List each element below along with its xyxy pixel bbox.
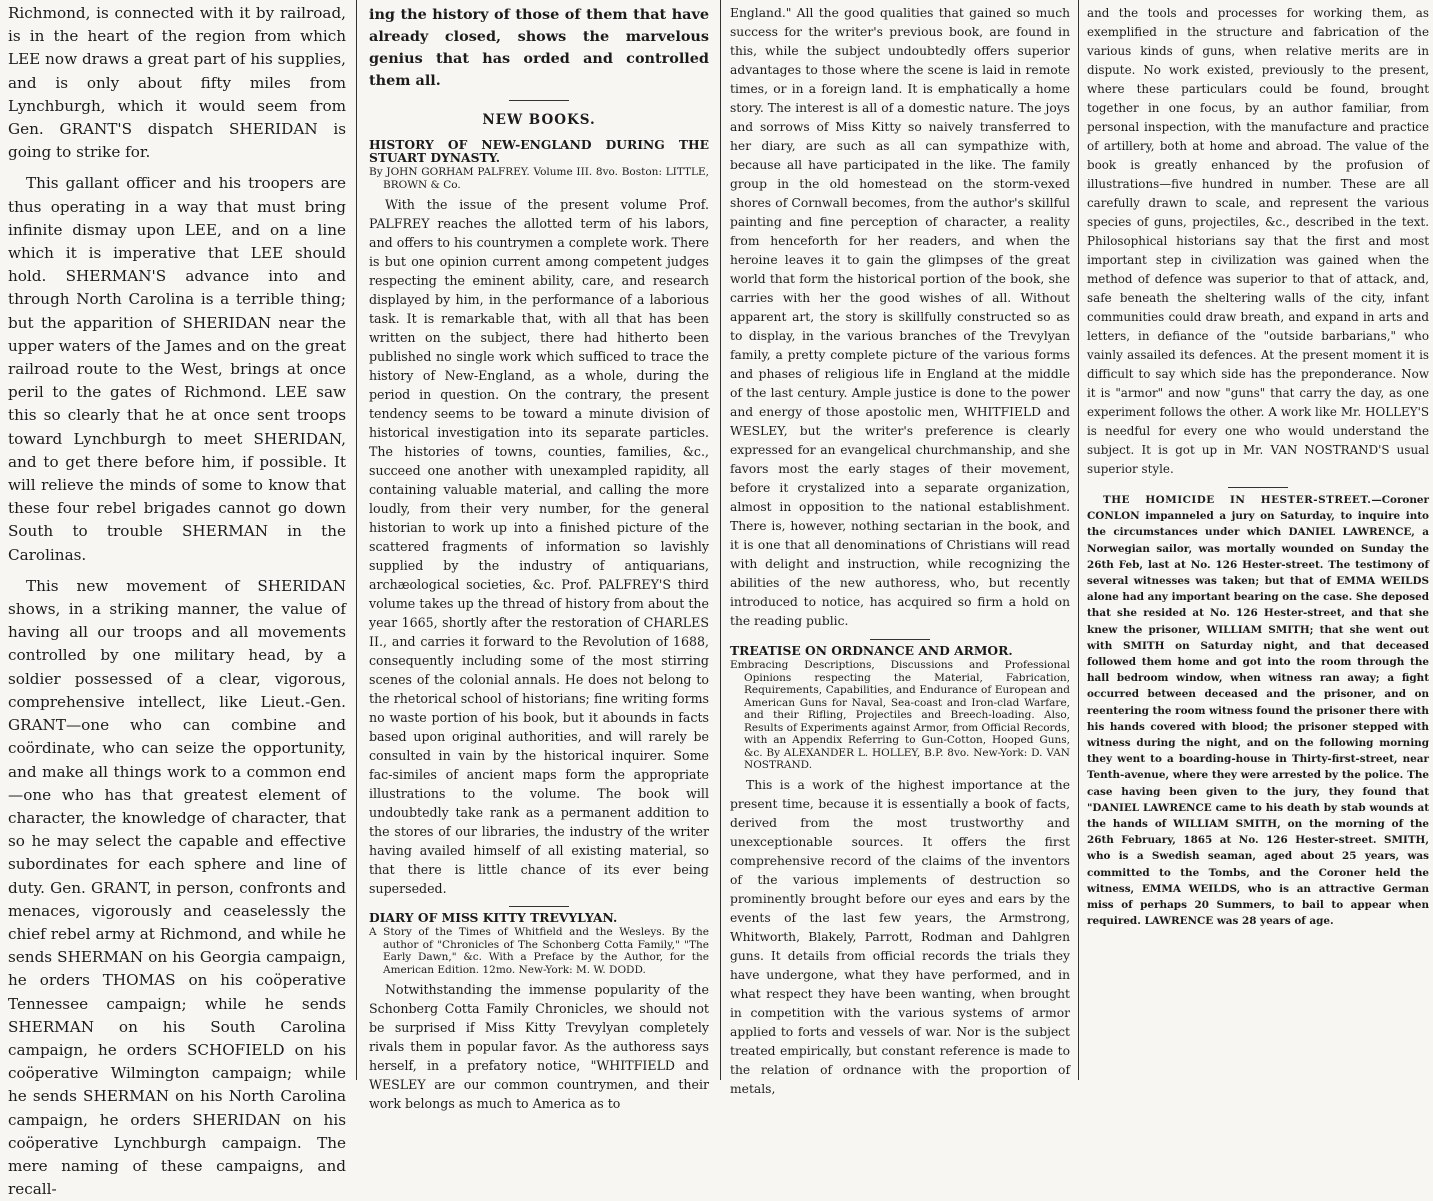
book-review-ordnance: This is a work of the highest importance at the present time, because it is essentially a book of facts, derived from the most trustworthy and unexceptionable sources. It offers the first comprehensive record of the claims of the inventors of the various implements of destruction so prominently brought before our eyes and ears by the events of the last few years, the Armstrong, Whitworth, Blakely, Parrott, Rodman and Dahlgren guns. It details from official records the trials they have undergone, what they have performed, and in what respect they have been wanting, when brought in competition with the various systems of armor applied to forts and vessels of war. Nor is the subject treated empirically, but constant reference is made to the relation of ordnance with the proportion of metals,: [730, 777, 1070, 1096]
review-divider: [870, 639, 930, 640]
review-divider: [509, 906, 569, 907]
book-meta-trevylyan: A Story of the Times of Whitfield and the Wesleys. By the author of "Chronicles of The Schonberg Cotta Family," "The Early Dawn," &c. With a Preface by the Author, for the American Edition. 12mo. New-York: M. W. DODD.: [369, 926, 709, 976]
column-rule: [356, 0, 357, 1080]
news-headline: THE HOMICIDE IN HESTER-STREET.: [1103, 494, 1372, 506]
column-rule: [720, 0, 721, 1080]
book-title-trevylyan: DIARY OF MISS KITTY TREVYLYAN.: [369, 910, 618, 925]
col1-paragraph-2: This gallant officer and his troopers are thus operating in a way that must bring infinite dismay upon LEE, and on a line which it is imperative that LEE should hold. SHERMAN'S advance into and through North Carolina is a terrible thing; but the apparition of SHERIDAN near the upper waters of the James and on the great railroad route to the West, brings at once peril to the gates of Richmond. LEE saw this so clearly that he at once sent troops toward Lynchburgh to meet SHERIDAN, and to get there before him, if possible. It will relieve the minds of some to know that these four rebel brigades cannot go down South to trouble SHERMAN in the Carolinas.: [8, 174, 346, 564]
news-body: —Coroner CONLON impanneled a jury on Saturday, to inquire into the circumstances under which DANIEL LAWRENCE, a Norwegian sailor, was mortally wounded on Sunday the 26th Feb, last at No. 126 Hester-street. The testimony of several witnesses was taken; but that of EMMA WEILDS alone had any important bearing on the case. She deposed that she resided at No. 126 Hester-street, and that she knew the prisoner, WILLIAM SMITH; that she went out with SMITH on Saturday night, and that deceased followed them home and got into the room through the hall bedroom window, when witness ran away; a fight occurred between deceased and the prisoner, and on reentering the room witness found the prisoner there with his hands covered with blood; the prisoner stepped with witness during the night, and on the following morning they went to a boarding-house in Thirty-first-street, near Tenth-avenue, where they were arrested by the police. The case having been given to the jury, they found that "DANIEL LAWRENCE came to his death by stab wounds at the hands of WILLIAM SMITH, on the morning of the 26th February, 1865 at No. 126 Hester-street. SMITH, who is a Swedish seaman, aged about 25 years, was committed to the Tombs, and the Coroner held the witness, EMMA WEILDS, who is an attractive German miss of perhaps 20 Summers, to bail to appear when required. LAWRENCE was 28 years of age.: [1087, 494, 1429, 928]
book-review-trevylyan: Notwithstanding the immense popularity of the Schonberg Cotta Family Chronicles, we should not be surprised if Miss Kitty Trevylyan completely rivals them in popular favor. As the authoress says herself, in a prefatory notice, "WHITFIELD and WESLEY are our common countrymen, and their work belongs as much to America as to: [369, 982, 709, 1111]
column-1: [0, 0, 352, 1199]
column-4: [1081, 0, 1433, 1080]
column-2: [361, 0, 717, 1111]
col3-paragraph-1: England." All the good qualities that gained so much success for the writer's previous book, are found in this, while the subject undoubtedly offers superior advantages to those where the scene is laid in remote times, or in a foreign land. It is emphatically a home story. The interest is all of a domestic nature. The joys and sorrows of Miss Kitty so naively transferred to her diary, are such as all can sympathize with, because all have participated in the like. The family group in the old homestead on the storm-vexed shores of Cornwall becomes, from the author's skillful painting and fine perception of character, a reality from henceforth for her readers, and when the heroine leaves it to gain the glimpses of the great world that form the historical portion of the book, she carries with her the good wishes of all. Without apparent art, the story is skillfully constructed so as to display, in the various branches of the Trevylyan family, a pretty complete picture of the various forms and phases of religious life in England at the middle of the last century. Ample justice is done to the power and energy of those apostolic men, WHITFIELD and WESLEY, but the writer's preference is clearly expressed for an evangelical churchmanship, and she favors most the early stages of their movement, before it crystalized into a separate organization, almost in opposition to the national establishment. There is, however, nothing sectarian in the book, and it is one that all denominations of Christians will read with delight and instruction, while recognizing the abilities of the new authoress, who, but recently introduced to notice, has acquired so firm a hold on the reading public.: [730, 6, 1070, 628]
book-meta-ordnance: Embracing Descriptions, Discussions and Professional Opinions respecting the Material, Fabrication, Requirements, Capabilities, and Endurance of European and American Guns for Naval, Sea-coast and Iron-clad Warfare, and their Rifling, Projectiles and Breech-loading. Also, Results of Experiments against Armor, from Official Records, with an Appendix Referring to Gun-Cotton, Hooped Guns, &c. By ALEXANDER L. HOLLEY, B.P. 8vo. New-York: D. VAN NOSTRAND.: [730, 659, 1070, 771]
book-review-palfrey: With the issue of the present volume Prof. PALFREY reaches the allotted term of his labors, and offers to his countrymen a complete work. There is but one opinion current among competent judges respecting the eminent ability, care, and research displayed by him, in the performance of a laborious task. It is remarkable that, with all that has been written on the subject, there had hitherto been published no single work which sufficed to trace the history of New-England, as a whole, during the period in question. On the contrary, the present tendency seems to be toward a minute division of historical investigation into its separate particles. The histories of towns, counties, families, &c., succeed one another with unexampled rapidity, all containing valuable material, and calling the more loudly, from their very number, for the general historian to work up into a finished picture of the scattered fragments of information so lavishly supplied by the industry of antiquarians, archæological societies, &c. Prof. PALFREY'S third volume takes up the thread of history from about the year 1665, shortly after the restoration of CHARLES II., and carries it forward to the Revolution of 1688, consequently including some of the most stirring scenes of the colonial annals. He does not belong to the rhetorical school of historians; fine writing forms no waste portion of his book, but it abounds in facts based upon original authorities, and will rarely be consulted in vain by the historical inquirer. Some fac-similes of ancient maps form the appropriate illustrations to the volume. The book will undoubtedly take rank as a permanent addition to the stores of our libraries, the industry of the writer having availed himself of all existing material, so that there is little chance of its ever being superseded.: [369, 197, 709, 896]
section-divider: [1228, 487, 1288, 488]
column-3: [724, 0, 1076, 1096]
col2-continuation: ing the history of those of them that have already closed, shows the marvelous genius that has orded and controlled them all.: [369, 6, 709, 89]
news-item-hester-street: [1087, 492, 1429, 929]
col1-paragraph-3: This new movement of SHERIDAN shows, in a striking manner, the value of having all our troops and all movements controlled by one military head, by a soldier possessed of a clear, vigorous, comprehensive intellect, like Lieut.-Gen. GRANT—one who can combine and coördinate, who can seize the opportunity, and make all things work to a common end—one who has that greatest element of character, the knowledge of character, that so he may select the capable and effective subordinates for each sphere and line of duty. Gen. GRANT, in person, confronts and menaces, vigorously and ceaselessly the chief rebel army at Richmond, and while he sends SHERMAN on his Georgia campaign, he orders THOMAS on his coöperative Tennessee campaign; while he sends SHERMAN on his South Carolina campaign, he orders SCHOFIELD on his coöperative Wilmington campaign; while he sends SHERMAN on his North Carolina campaign, he orders SHERIDAN on his coöperative Lynchburgh campaign. The mere naming of these campaigns, and recall-: [8, 576, 346, 1199]
book-title-palfrey: HISTORY OF NEW-ENGLAND DURING THE STUART DYNASTY.: [369, 137, 709, 165]
col1-paragraph-1: Richmond, is connected with it by railroad, is in the heart of the region from which LEE now draws a great part of his supplies, and is only about fifty miles from Lynchburgh, which it would seem from Gen. GRANT'S dispatch SHERIDAN is going to strike for.: [8, 4, 346, 162]
book-title-ordnance: TREATISE ON ORDNANCE AND ARMOR.: [730, 643, 1013, 658]
column-rule: [1078, 0, 1079, 1080]
section-divider: [509, 100, 569, 101]
new-books-heading: NEW BOOKS.: [482, 112, 596, 128]
book-meta-palfrey: By JOHN GORHAM PALFREY. Volume III. 8vo. Boston: LITTLE, BROWN & Co.: [369, 166, 709, 191]
col4-paragraph-1: and the tools and processes for working them, as exemplified in the structure and fabrication of the various kinds of guns, when relative merits are in dispute. No work existed, previously to the present, where these particulars could be found, brought together in one focus, by an author familiar, from personal inspection, with the manufacture and practice of artillery, both at home and abroad. The value of the book is greatly enhanced by the profusion of illustrations—five hundred in number. These are all carefully drawn to scale, and represent the various species of guns, projectiles, &c., described in the text. Philosophical historians say that the first and most important step in civilization was gained when the method of defence was superior to that of attack, and, safe beneath the sheltering walls of the city, infant communities could draw breath, and expand in arts and letters, in defiance of the "outside barbarians," who vainly assailed its defences. At the present moment it is difficult to say which side has the preponderance. Now it is "armor" and now "guns" that carry the day, as one experiment follows the other. A work like Mr. HOLLEY'S is needful for every one who would understand the subject. It is got up in Mr. VAN NOSTRAND'S usual superior style.: [1087, 6, 1429, 476]
